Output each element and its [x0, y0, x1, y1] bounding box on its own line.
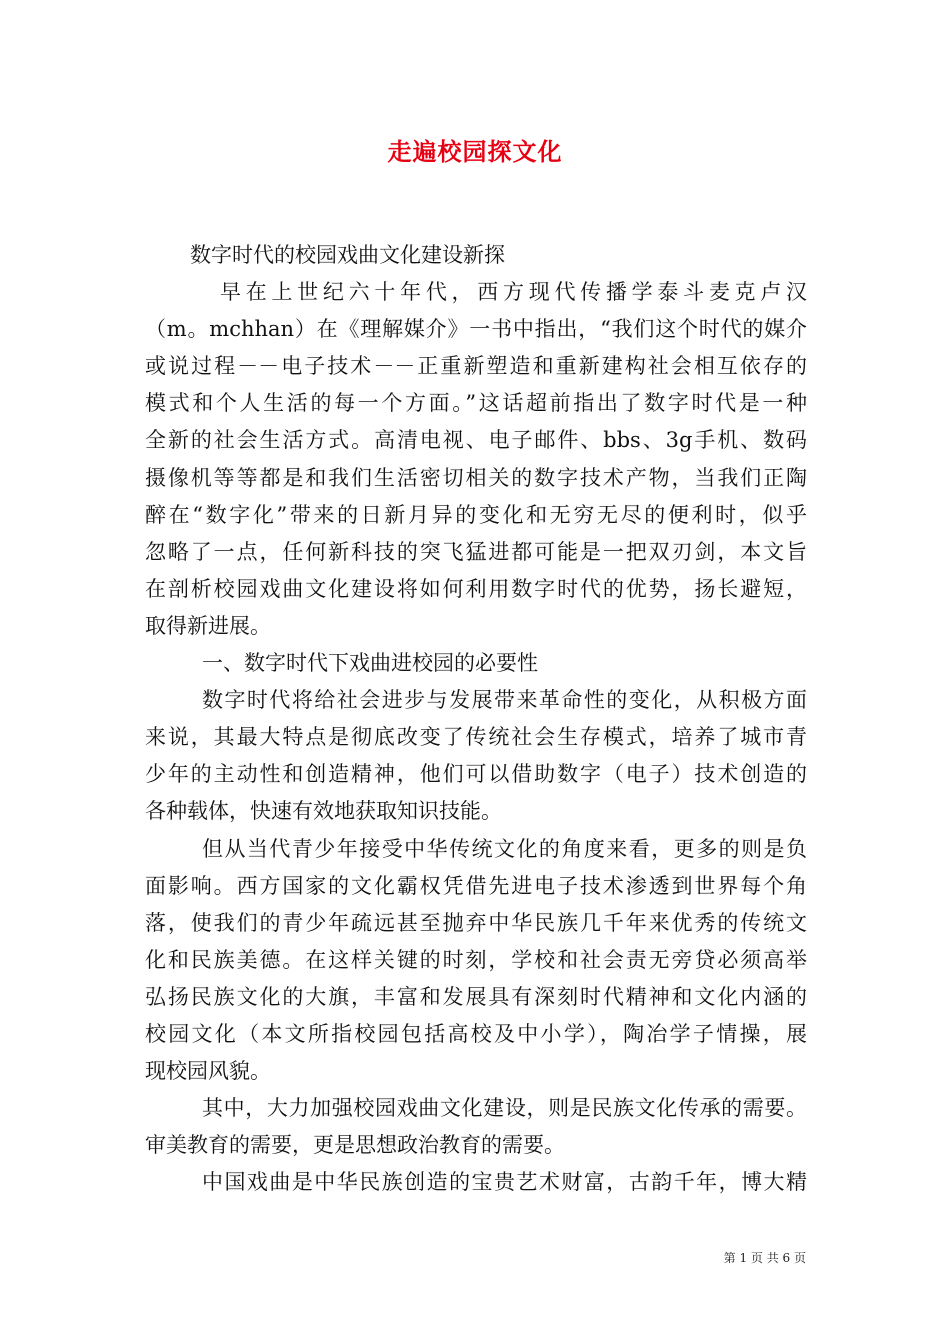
text-line: 全新的社会生活方式。高清电视、电子邮件、bbs、3g手机、数码	[145, 428, 807, 453]
text-line: 数字时代的校园戏曲文化建设新探	[190, 243, 505, 267]
text-line: 落，使我们的青少年疏远甚至抛弃中华民族几千年来优秀的传统文	[145, 910, 807, 935]
text-line: 在剖析校园戏曲文化建设将如何利用数字时代的优势，扬长避短，	[145, 576, 807, 601]
text-line: 一、数字时代下戏曲进校园的必要性	[202, 651, 538, 676]
text-line: （m。mchhan）在《理解媒介》一书中指出，“我们这个时代的媒介	[145, 317, 807, 342]
text-line: 各种载体，快速有效地获取知识技能。	[145, 799, 502, 824]
text-line: 弘扬民族文化的大旗，丰富和发展具有深刻时代精神和文化内涵的	[145, 984, 807, 1009]
text-line: 其中，大力加强校园戏曲文化建设，则是民族文化传承的需要。	[202, 1096, 807, 1121]
text-line: 摄像机等等都是和我们生活密切相关的数字技术产物，当我们正陶	[145, 465, 807, 490]
text-line: 中国戏曲是中华民族创造的宝贵艺术财富，古韵千年，博大精	[202, 1170, 807, 1195]
text-line: 现校园风貌。	[145, 1059, 271, 1084]
text-line: 模式和个人生活的每一个方面。”这话超前指出了数字时代是一种	[145, 391, 807, 416]
text-line: 忽略了一点，任何新科技的突飞猛进都可能是一把双刃剑，本文旨	[145, 539, 807, 564]
text-line: 面影响。西方国家的文化霸权凭借先进电子技术渗透到世界每个角	[145, 873, 807, 898]
text-line: 醉在“数字化”带来的日新月异的变化和无穷无尽的便利时，似乎	[145, 502, 807, 527]
document-title: 走遍校园探文化	[387, 137, 563, 166]
text-line: 校园文化（本文所指校园包括高校及中小学），陶冶学子情操，展	[145, 1021, 807, 1046]
text-line: 或说过程－－电子技术－－正重新塑造和重新建构社会相互依存的	[145, 354, 807, 379]
text-line: 审美教育的需要，更是思想政治教育的需要。	[145, 1133, 565, 1158]
text-line: 取得新进展。	[145, 613, 271, 638]
text-line: 来说，其最大特点是彻底改变了传统社会生存模式，培养了城市青	[145, 725, 807, 750]
text-line: 数字时代将给社会进步与发展带来革命性的变化，从积极方面	[202, 688, 807, 713]
text-line: 化和民族美德。在这样关键的时刻，学校和社会责无旁贷必须高举	[145, 947, 807, 972]
text-line: 但从当代青少年接受中华传统文化的角度来看，更多的则是负	[202, 836, 807, 861]
text-line: 少年的主动性和创造精神，他们可以借助数字（电子）技术创造的	[145, 762, 807, 787]
document-body	[145, 237, 807, 1201]
text-line: 早在上世纪六十年代，西方现代传播学泰斗麦克卢汉	[220, 280, 807, 305]
page-number-footer: 第 1 页 共 6 页	[723, 1251, 806, 1265]
